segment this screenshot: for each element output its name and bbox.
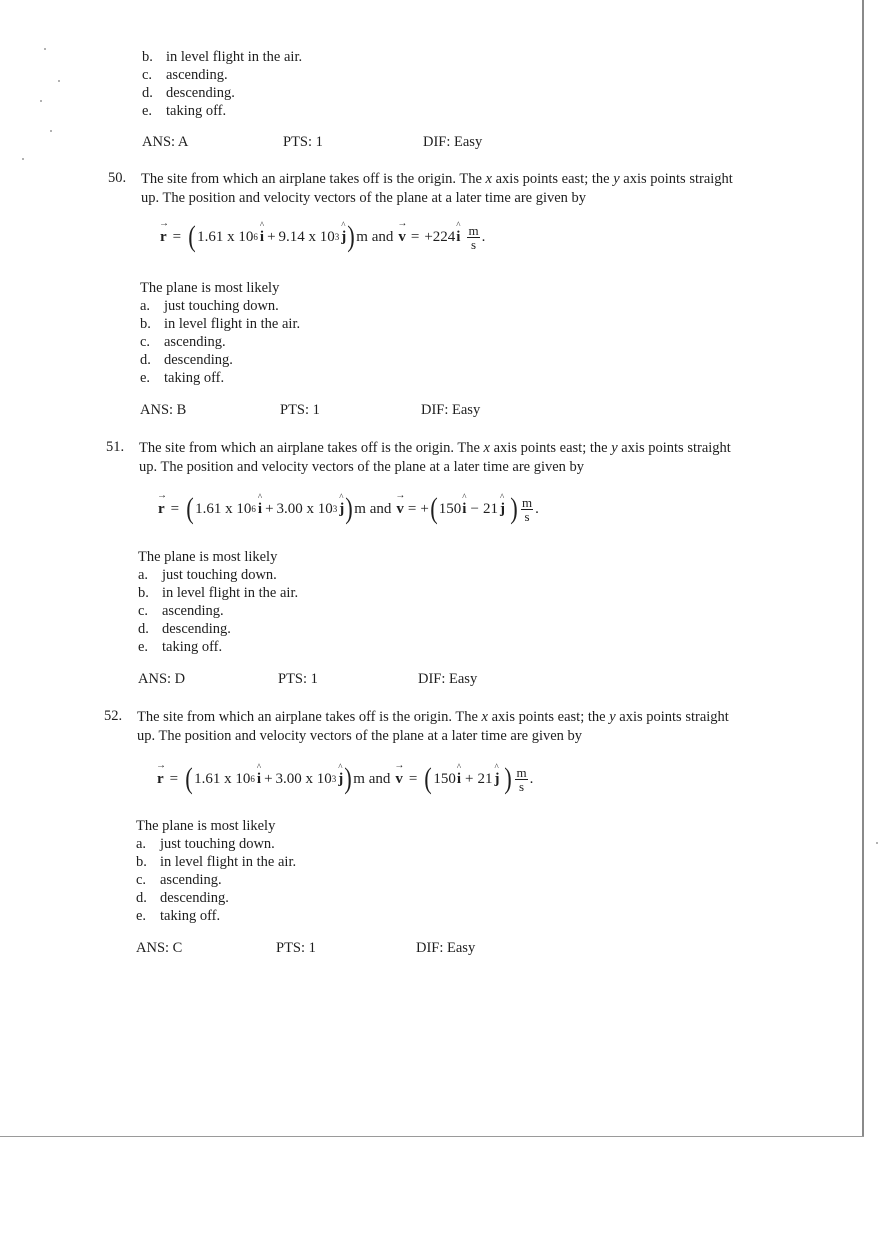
option-text: taking off. <box>166 103 227 119</box>
v-y-value: 21 <box>477 770 493 787</box>
option-text: ascending. <box>166 67 228 83</box>
option-letter: e. <box>140 370 151 386</box>
answer-label: ANS: C <box>136 940 183 956</box>
plus-sign: + <box>265 500 274 517</box>
option-text: in level flight in the air. <box>162 585 299 601</box>
points-label: PTS: 1 <box>278 671 318 687</box>
option-letter: b. <box>136 854 147 870</box>
option-text: in level flight in the air. <box>166 49 303 65</box>
difficulty-label: DIF: Easy <box>416 940 476 956</box>
plus-sign: + <box>465 770 474 787</box>
j-hat: ^ j <box>494 771 499 788</box>
option-b <box>142 48 302 66</box>
r-vector-symbol: → r <box>160 229 167 246</box>
option-text: taking off. <box>164 370 225 386</box>
option-text: in level flight in the air. <box>164 316 301 332</box>
close-paren: ) <box>345 492 354 525</box>
option-letter: c. <box>142 67 153 83</box>
v-vector-symbol: → v <box>398 229 406 246</box>
j-hat: ^ j <box>338 771 343 788</box>
option-c <box>142 66 228 84</box>
option-letter: c. <box>136 872 147 888</box>
r-y-mantissa: 9.14 x 10 <box>278 228 335 245</box>
m-and-text: m and <box>354 500 392 517</box>
vector-equation: → r = ( 1.61 x 10 6 ^ i + 3.00 x 10 3 ^ j ) m and → v = + ( 150 ^ i − 21 ^ j ) $\frac{m}{s}$ . <box>158 494 539 524</box>
unit-numerator: m <box>516 764 527 780</box>
close-paren: ) <box>510 492 518 525</box>
scan-speck <box>22 158 24 160</box>
equation-period: . <box>481 228 486 245</box>
option-letter: a. <box>140 298 151 314</box>
option-text: descending. <box>164 352 233 368</box>
scan-speck <box>50 130 52 132</box>
unit-fraction <box>467 224 479 251</box>
question-stem: The plane is most likely <box>138 549 278 565</box>
j-hat: ^ j <box>500 501 505 518</box>
option-a <box>136 835 275 853</box>
open-paren: ( <box>188 220 196 253</box>
plus-sign: + <box>267 228 276 245</box>
open-paren: ( <box>185 762 193 795</box>
page-bottom-border <box>0 1136 864 1137</box>
vector-equation: → r = ( 1.61 x 10 6 ^ i + 9.14 x 10 3 ^ j ) m and → v = +224 ^ i $\frac{m}{s}$ . <box>160 222 485 252</box>
option-text: just touching down. <box>162 567 277 583</box>
option-b <box>136 853 296 871</box>
option-letter: e. <box>136 908 147 924</box>
page-right-border <box>862 0 864 1137</box>
option-text: ascending. <box>162 603 224 619</box>
option-text: taking off. <box>160 908 221 924</box>
option-a <box>138 566 277 584</box>
question-text-line2: up. The position and velocity vectors of the plane at a later time are given by <box>141 190 587 206</box>
option-d <box>138 620 231 638</box>
scan-speck <box>876 842 878 844</box>
i-hat: ^ i <box>258 501 262 518</box>
option-letter: d. <box>136 890 147 906</box>
option-text: descending. <box>162 621 231 637</box>
option-text: descending. <box>160 890 229 906</box>
j-hat: ^ j <box>341 229 346 246</box>
option-b <box>138 584 298 602</box>
option-text: in level flight in the air. <box>160 854 297 870</box>
question-number: 50. <box>108 170 127 186</box>
unit-denominator: s <box>524 508 530 524</box>
question-text-line2: up. The position and velocity vectors of the plane at a later time are given by <box>139 459 585 475</box>
option-letter: b. <box>142 49 153 65</box>
option-text: descending. <box>166 85 235 101</box>
question-number: 51. <box>106 439 125 455</box>
option-letter: d. <box>140 352 151 368</box>
i-hat: ^ i <box>257 771 261 788</box>
option-letter: b. <box>138 585 149 601</box>
answer-label: ANS: B <box>140 402 187 418</box>
plus-sign: + <box>264 770 273 787</box>
scan-speck <box>40 100 42 102</box>
m-and-text: m and <box>353 770 391 787</box>
unit-numerator: m <box>468 222 479 238</box>
unit-fraction <box>521 496 533 523</box>
i-hat: ^ i <box>457 771 461 788</box>
option-letter: e. <box>138 639 149 655</box>
j-hat: ^ j <box>339 501 344 518</box>
question-stem: The plane is most likely <box>136 818 276 834</box>
unit-fraction <box>515 766 527 793</box>
option-letter: d. <box>142 85 153 101</box>
option-c <box>136 871 222 889</box>
question-stem: The plane is most likely <box>140 280 280 296</box>
option-a <box>140 297 279 315</box>
i-hat: ^ i <box>456 229 460 246</box>
option-d <box>140 351 233 369</box>
i-hat: ^ i <box>260 229 264 246</box>
question-text-line1: The site from which an airplane takes off is the origin. The x axis points east; the y axis points straight <box>141 171 733 187</box>
r-vector-symbol: → r <box>157 771 164 788</box>
difficulty-label: DIF: Easy <box>423 134 483 150</box>
close-paren: ) <box>347 220 356 253</box>
v-y-value: 21 <box>482 500 498 517</box>
points-label: PTS: 1 <box>276 940 316 956</box>
option-letter: a. <box>138 567 149 583</box>
option-text: ascending. <box>164 334 226 350</box>
option-letter: a. <box>136 836 147 852</box>
equation-period: . <box>535 500 539 517</box>
difficulty-label: DIF: Easy <box>418 671 478 687</box>
v-sign: + <box>420 500 429 517</box>
option-text: just touching down. <box>160 836 275 852</box>
scan-speck <box>58 80 60 82</box>
answer-label: ANS: A <box>142 134 189 150</box>
option-letter: d. <box>138 621 149 637</box>
r-y-mantissa: 3.00 x 10 <box>276 500 333 517</box>
option-e <box>140 369 224 387</box>
open-paren: ( <box>430 492 438 525</box>
equation-period: . <box>529 770 534 787</box>
close-paren: ) <box>504 762 513 795</box>
option-e <box>136 907 220 925</box>
points-label: PTS: 1 <box>283 134 323 150</box>
v-x-value: 150 <box>438 500 462 517</box>
v-value: +224 <box>424 228 456 245</box>
option-c <box>140 333 226 351</box>
unit-denominator: s <box>471 236 477 252</box>
unit-denominator: s <box>519 778 525 794</box>
open-paren: ( <box>186 492 194 525</box>
vector-equation: → r = ( 1.61 x 10 6 ^ i + 3.00 x 10 3 ^ j ) m and → v = ( 150 ^ i + 21 ^ j ) $\frac{m}{s}$ . <box>157 764 533 794</box>
close-paren: ) <box>344 762 353 795</box>
option-c <box>138 602 224 620</box>
v-x-value: 150 <box>433 770 456 787</box>
option-e <box>138 638 222 656</box>
r-y-mantissa: 3.00 x 10 <box>275 770 332 787</box>
question-text-line1: The site from which an airplane takes off is the origin. The x axis points east; the y axis points straight <box>137 709 729 725</box>
open-paren: ( <box>424 762 433 795</box>
question-text-line1: The site from which an airplane takes off is the origin. The x axis points east; the y axis points straight <box>139 440 731 456</box>
m-and-text: m and <box>356 228 394 245</box>
option-text: just touching down. <box>164 298 279 314</box>
r-x-mantissa: 1.61 x 10 <box>194 770 251 787</box>
answer-label: ANS: D <box>138 671 186 687</box>
r-x-mantissa: 1.61 x 10 <box>195 500 252 517</box>
option-letter: b. <box>140 316 151 332</box>
option-b <box>140 315 300 333</box>
v-vector-symbol: → v <box>396 501 404 518</box>
option-d <box>142 84 235 102</box>
points-label: PTS: 1 <box>280 402 320 418</box>
question-number: 52. <box>104 708 123 724</box>
minus-sign: − <box>470 500 479 517</box>
unit-numerator: m <box>521 494 533 510</box>
option-text: taking off. <box>162 639 223 655</box>
i-hat: ^ i <box>462 501 466 518</box>
question-text-line2: up. The position and velocity vectors of the plane at a later time are given by <box>137 728 583 744</box>
difficulty-label: DIF: Easy <box>421 402 481 418</box>
r-vector-symbol: → r <box>158 501 165 518</box>
option-letter: c. <box>138 603 149 619</box>
option-d <box>136 889 229 907</box>
scan-speck <box>44 48 46 50</box>
r-x-mantissa: 1.61 x 10 <box>197 228 254 245</box>
option-e <box>142 102 226 120</box>
option-letter: c. <box>140 334 151 350</box>
v-vector-symbol: → v <box>395 771 403 788</box>
option-text: ascending. <box>160 872 222 888</box>
option-letter: e. <box>142 103 153 119</box>
